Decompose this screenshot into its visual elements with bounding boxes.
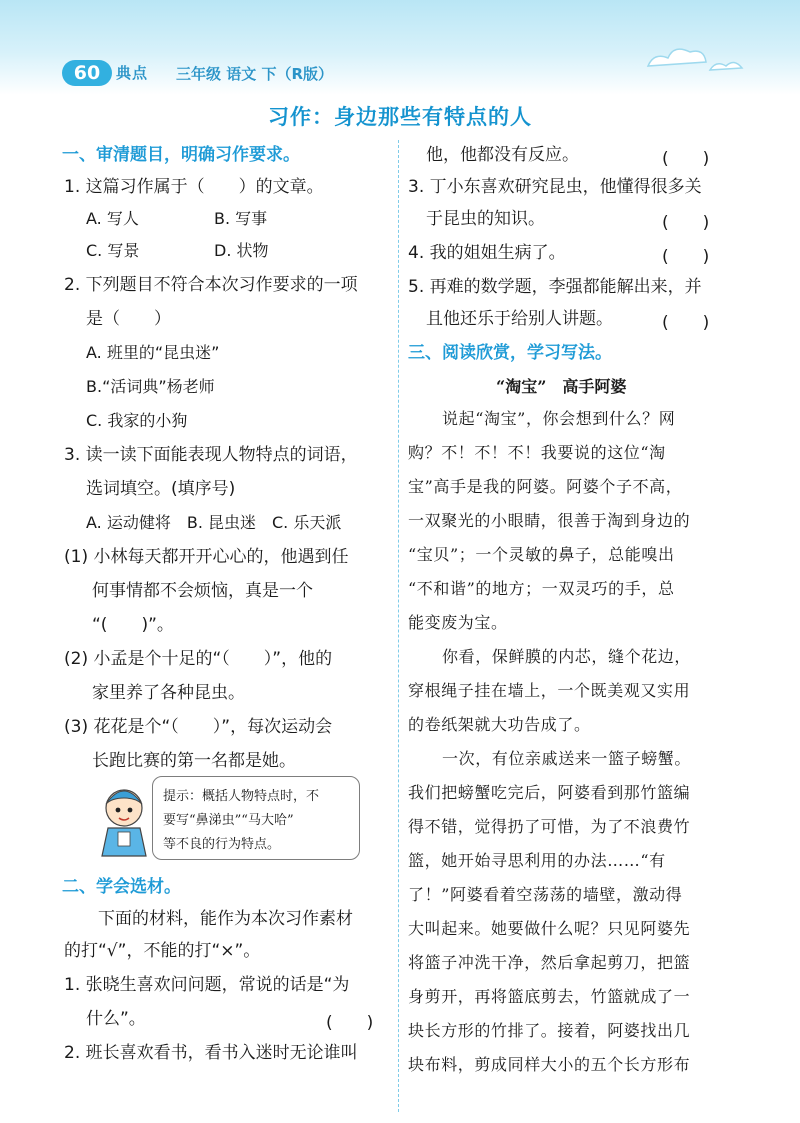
mascot-icon <box>96 784 152 858</box>
article-p3-line-3: 得不错，觉得扔了可惜，为了不浪费竹 <box>408 817 691 836</box>
question-1: 1. 这篇习作属于（ ）的文章。 <box>64 177 324 197</box>
article-p1-line-1: 说起“淘宝”，你会想到什么？网 <box>442 409 676 428</box>
article-p3-line-1: 一次，有位亲戚送来一篮子螃蟹。 <box>442 749 692 768</box>
option-q1-b: B. 写事 <box>214 209 268 228</box>
q3-item-2-line-1: (2) 小孟是个十足的“（ ）”，他的 <box>64 649 333 669</box>
tip-box <box>152 776 360 860</box>
article-title: “淘宝” 高手阿婆 <box>496 377 627 396</box>
q3-item-1-line-1: (1) 小林每天都开开心心的，他遇到任 <box>64 547 349 567</box>
article-p3-line-9: 块长方形的竹排了。接着，阿婆找出几 <box>408 1021 691 1040</box>
article-p1-line-7: 能变废为宝。 <box>408 613 508 632</box>
option-q2-c: C. 我家的小狗 <box>86 411 188 430</box>
question-3-options: A. 运动健将 B. 昆虫迷 C. 乐天派 <box>86 513 342 532</box>
material-3-line-2: 于昆虫的知识。 <box>426 209 545 229</box>
material-1-line-2: 什么”。 <box>86 1009 146 1029</box>
article-p3-line-10: 块布料，剪成同样大小的五个长方形布 <box>408 1055 691 1074</box>
question-3-line-2: 选词填空。(填序号) <box>86 479 236 499</box>
material-1-line-1: 1. 张晓生喜欢问问题，常说的话是“为 <box>64 975 350 995</box>
article-p1-line-3: 宝”高手是我的阿婆。阿婆个子不高， <box>408 477 683 496</box>
tip-line-3: 等不良的行为特点。 <box>163 837 281 852</box>
answer-blank-m2[interactable]: ( ) <box>662 149 710 169</box>
article-p1-line-6: “不和谐”的地方；一双灵巧的手，总 <box>408 579 675 598</box>
material-4: 4. 我的姐姐生病了。 <box>408 243 566 263</box>
tip-line-1: 提示：概括人物特点时，不 <box>163 789 320 804</box>
q3-item-2-line-2: 家里养了各种昆虫。 <box>92 683 245 703</box>
article-p1-line-4: 一双聚光的小眼睛，很善于淘到身边的 <box>408 511 691 530</box>
section-2-intro-line-2: 的打“√”，不能的打“×”。 <box>64 941 261 961</box>
page-title: 习作：身边那些有特点的人 <box>268 105 532 129</box>
q3-item-1-line-3: “( )”。 <box>92 615 174 635</box>
material-2-line-1: 2. 班长喜欢看书，看书入迷时无论谁叫 <box>64 1043 358 1063</box>
section-heading-3: 三、阅读欣赏，学习写法。 <box>408 343 612 363</box>
material-5-line-1: 5. 再难的数学题，李强都能解出来，并 <box>408 277 702 297</box>
answer-blank-m4[interactable]: ( ) <box>662 247 710 267</box>
section-heading-1: 一、审清题目，明确习作要求。 <box>62 145 300 165</box>
article-p3-line-7: 将篮子冲洗干净，然后拿起剪刀，把篮 <box>408 953 691 972</box>
answer-blank-m1[interactable]: ( ) <box>326 1013 374 1033</box>
question-3-line-1: 3. 读一读下面能表现人物特点的词语， <box>64 445 358 465</box>
q3-item-3-line-2: 长跑比赛的第一名都是她。 <box>92 751 296 771</box>
section-heading-2: 二、学会选材。 <box>62 877 181 897</box>
option-q1-c: C. 写景 <box>86 241 140 260</box>
question-2-line-2: 是（ ） <box>86 309 171 329</box>
answer-blank-m3[interactable]: ( ) <box>662 213 710 233</box>
article-p2-line-3: 的卷纸架就大功告成了。 <box>408 715 591 734</box>
article-p2-line-1: 你看，保鲜膜的内芯，缝个花边， <box>442 647 692 666</box>
article-p3-line-4: 篮，她开始寻思利用的办法……“有 <box>408 851 666 870</box>
cloud-icon <box>640 36 760 76</box>
article-p1-line-2: 购？不！不！不！我要说的这位“淘 <box>408 443 666 462</box>
article-p3-line-2: 我们把螃蟹吃完后，阿婆看到那竹篮编 <box>408 783 691 802</box>
q3-item-3-line-1: (3) 花花是个“（ ）”，每次运动会 <box>64 717 333 737</box>
section-2-intro-line-1: 下面的材料，能作为本次习作素材 <box>98 909 353 929</box>
option-q2-b: B.“活词典”杨老师 <box>86 377 215 396</box>
article-p1-line-5: “宝贝”；一个灵敏的鼻子，总能嗅出 <box>408 545 675 564</box>
option-q1-a: A. 写人 <box>86 209 139 228</box>
brand-logo: 典点 <box>116 64 149 82</box>
q3-item-1-line-2: 何事情都不会烦恼，真是一个 <box>92 581 313 601</box>
option-q1-d: D. 状物 <box>214 241 269 260</box>
column-divider <box>398 140 399 1112</box>
article-p3-line-8: 身剪开，再将篮底剪去，竹篮就成了一 <box>408 987 691 1006</box>
page-number-badge: 60 <box>62 60 112 86</box>
article-p2-line-2: 穿根绳子挂在墙上，一个既美观又实用 <box>408 681 691 700</box>
course-label: 三年级 语文 下（R版） <box>176 65 333 83</box>
material-2-line-2: 他，他都没有反应。 <box>426 145 579 165</box>
article-p3-line-6: 大叫起来。她要做什么呢？只见阿婆先 <box>408 919 691 938</box>
tip-line-2: 要写“鼻涕虫”“马大哈” <box>163 813 294 828</box>
question-2-line-1: 2. 下列题目不符合本次习作要求的一项 <box>64 275 358 295</box>
answer-blank-m5[interactable]: ( ) <box>662 313 710 333</box>
material-5-line-2: 且他还乐于给别人讲题。 <box>426 309 613 329</box>
article-p3-line-5: 了！”阿婆看着空荡荡的墙壁，激动得 <box>408 885 683 904</box>
option-q2-a: A. 班里的“昆虫迷” <box>86 343 220 362</box>
material-3-line-1: 3. 丁小东喜欢研究昆虫，他懂得很多关 <box>408 177 702 197</box>
